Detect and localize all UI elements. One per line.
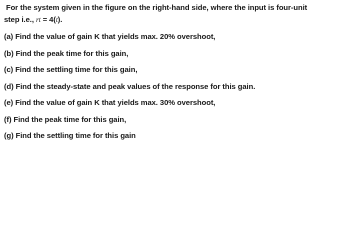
question-d: (d) Find the steady-state and peak values of the response for this gain. (4, 81, 256, 91)
intro-line-2-prefix: step i.e., (4, 14, 36, 24)
intro-line-2 (4, 14, 346, 27)
question-f: (f) Find the peak time for this gain, (4, 114, 127, 124)
intro-line-2-equals: = 4( (40, 14, 56, 24)
question-b: (b) Find the peak time for this gain, (4, 48, 129, 58)
input-signal-t: t (38, 15, 41, 24)
step-argument-t: t (55, 15, 58, 24)
question-e: (e) Find the value of gain K that yields max. 30% overshoot, (4, 98, 216, 108)
question-a: (a) Find the value of gain K that yields max. 20% overshoot, (4, 32, 216, 42)
question-g: (g) Find the settling time for this gain (4, 130, 136, 140)
intro-line-1: For the system given in the figure on the right-hand side, where the input is four-unit (6, 3, 308, 12)
intro-line-2-end: ). (57, 14, 63, 24)
question-c: (c) Find the settling time for this gain, (4, 65, 138, 75)
input-signal-r: r (35, 15, 39, 24)
